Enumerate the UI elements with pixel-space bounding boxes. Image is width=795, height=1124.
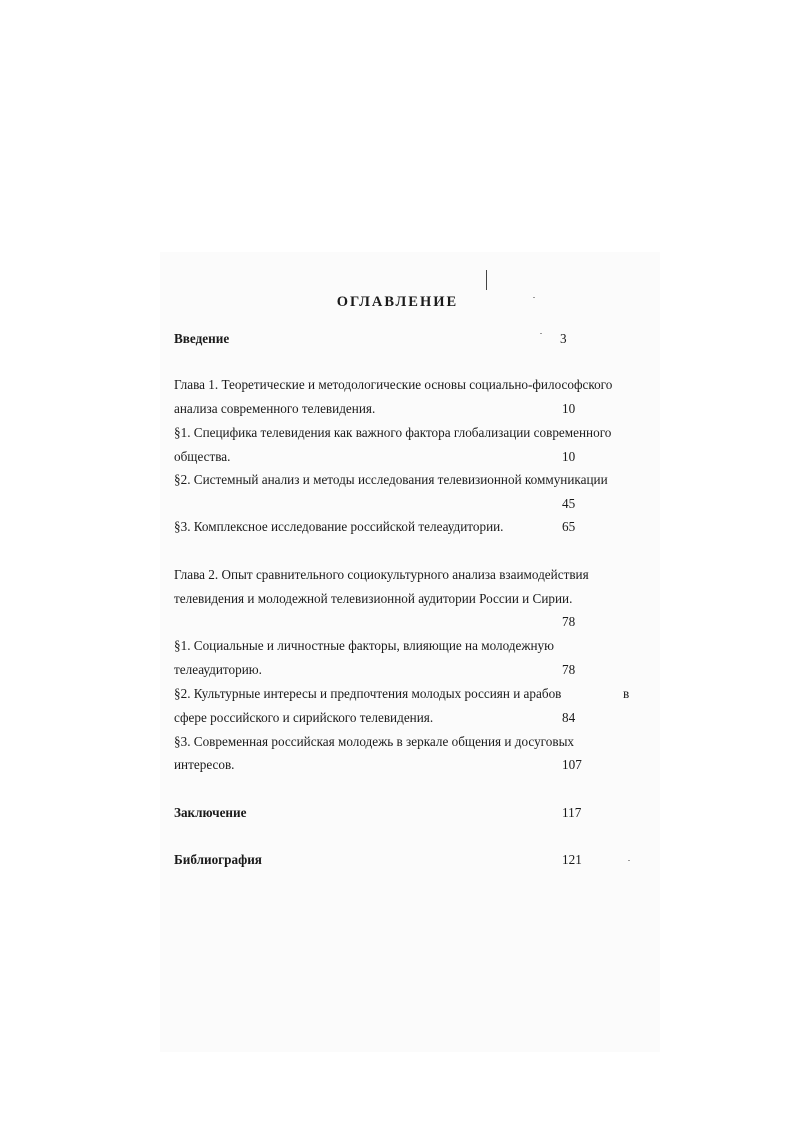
toc-ch2-s2-line2: сфере российского и сирийского телевидения. [174,710,434,725]
toc-ch1-s1-page: 10 [562,449,576,464]
toc-intro-page: 3 [560,331,567,346]
toc-conclusion-page: 117 [562,805,582,820]
toc-ch1-s3-page: 65 [562,519,576,534]
toc-ch2-s1-page: 78 [562,662,576,677]
toc-chapter1-page: 10 [562,401,576,416]
toc-ch2-s3-line1: §3. Современная российская молодежь в зеркале общения и досуговых [174,734,575,749]
toc-ch1-s2-page: 45 [562,496,576,511]
toc-bibliography-page: 121 [562,852,582,867]
page-title: ОГЛАВЛЕНИЕ [336,294,459,310]
toc-ch2-s1-line1: §1. Социальные и личностные факторы, влияющие на молодежную [174,638,554,653]
toc-ch2-s2-line1: §2. Культурные интересы и предпочтения молодых россиян и арабов [174,686,562,701]
toc-chapter2-line2: телевидения и молодежной телевизионной аудитории России и Сирии. [174,591,573,606]
toc-chapter1-line2: анализа современного телевидения. [174,401,376,416]
scan-mark [486,270,487,290]
toc-ch2-s1-line2: телеаудиторию. [174,662,262,677]
toc-conclusion-label: Заключение [174,805,247,820]
toc-chapter2-line1: Глава 2. Опыт сравнительного социокультурного анализа взаимодействия [174,567,589,582]
toc-ch1-s3-label: §3. Комплексное исследование российской телеаудитории. [174,519,504,534]
toc-ch2-s2-line1-end: в [623,686,630,701]
toc-chapter1-line1: Глава 1. Теоретические и методологические основы социально-философского [174,377,613,392]
toc-ch1-s2-line1: §2. Системный анализ и методы исследования телевизионной коммуникации [174,472,608,487]
scan-speck [540,333,542,334]
toc-intro-label: Введение [174,331,230,346]
toc-ch2-s3-page: 107 [562,757,582,772]
toc-ch2-s3-line2: интересов. [174,757,235,772]
toc-ch1-s1-line2: общества. [174,449,231,464]
toc-ch1-s1-line1: §1. Специфика телевидения как важного фактора глобализации современного [174,425,612,440]
toc-chapter2-page: 78 [562,614,576,629]
toc-ch2-s2-page: 84 [562,710,576,725]
toc-bibliography-label: Библиография [174,852,262,867]
scan-speck [628,860,630,861]
